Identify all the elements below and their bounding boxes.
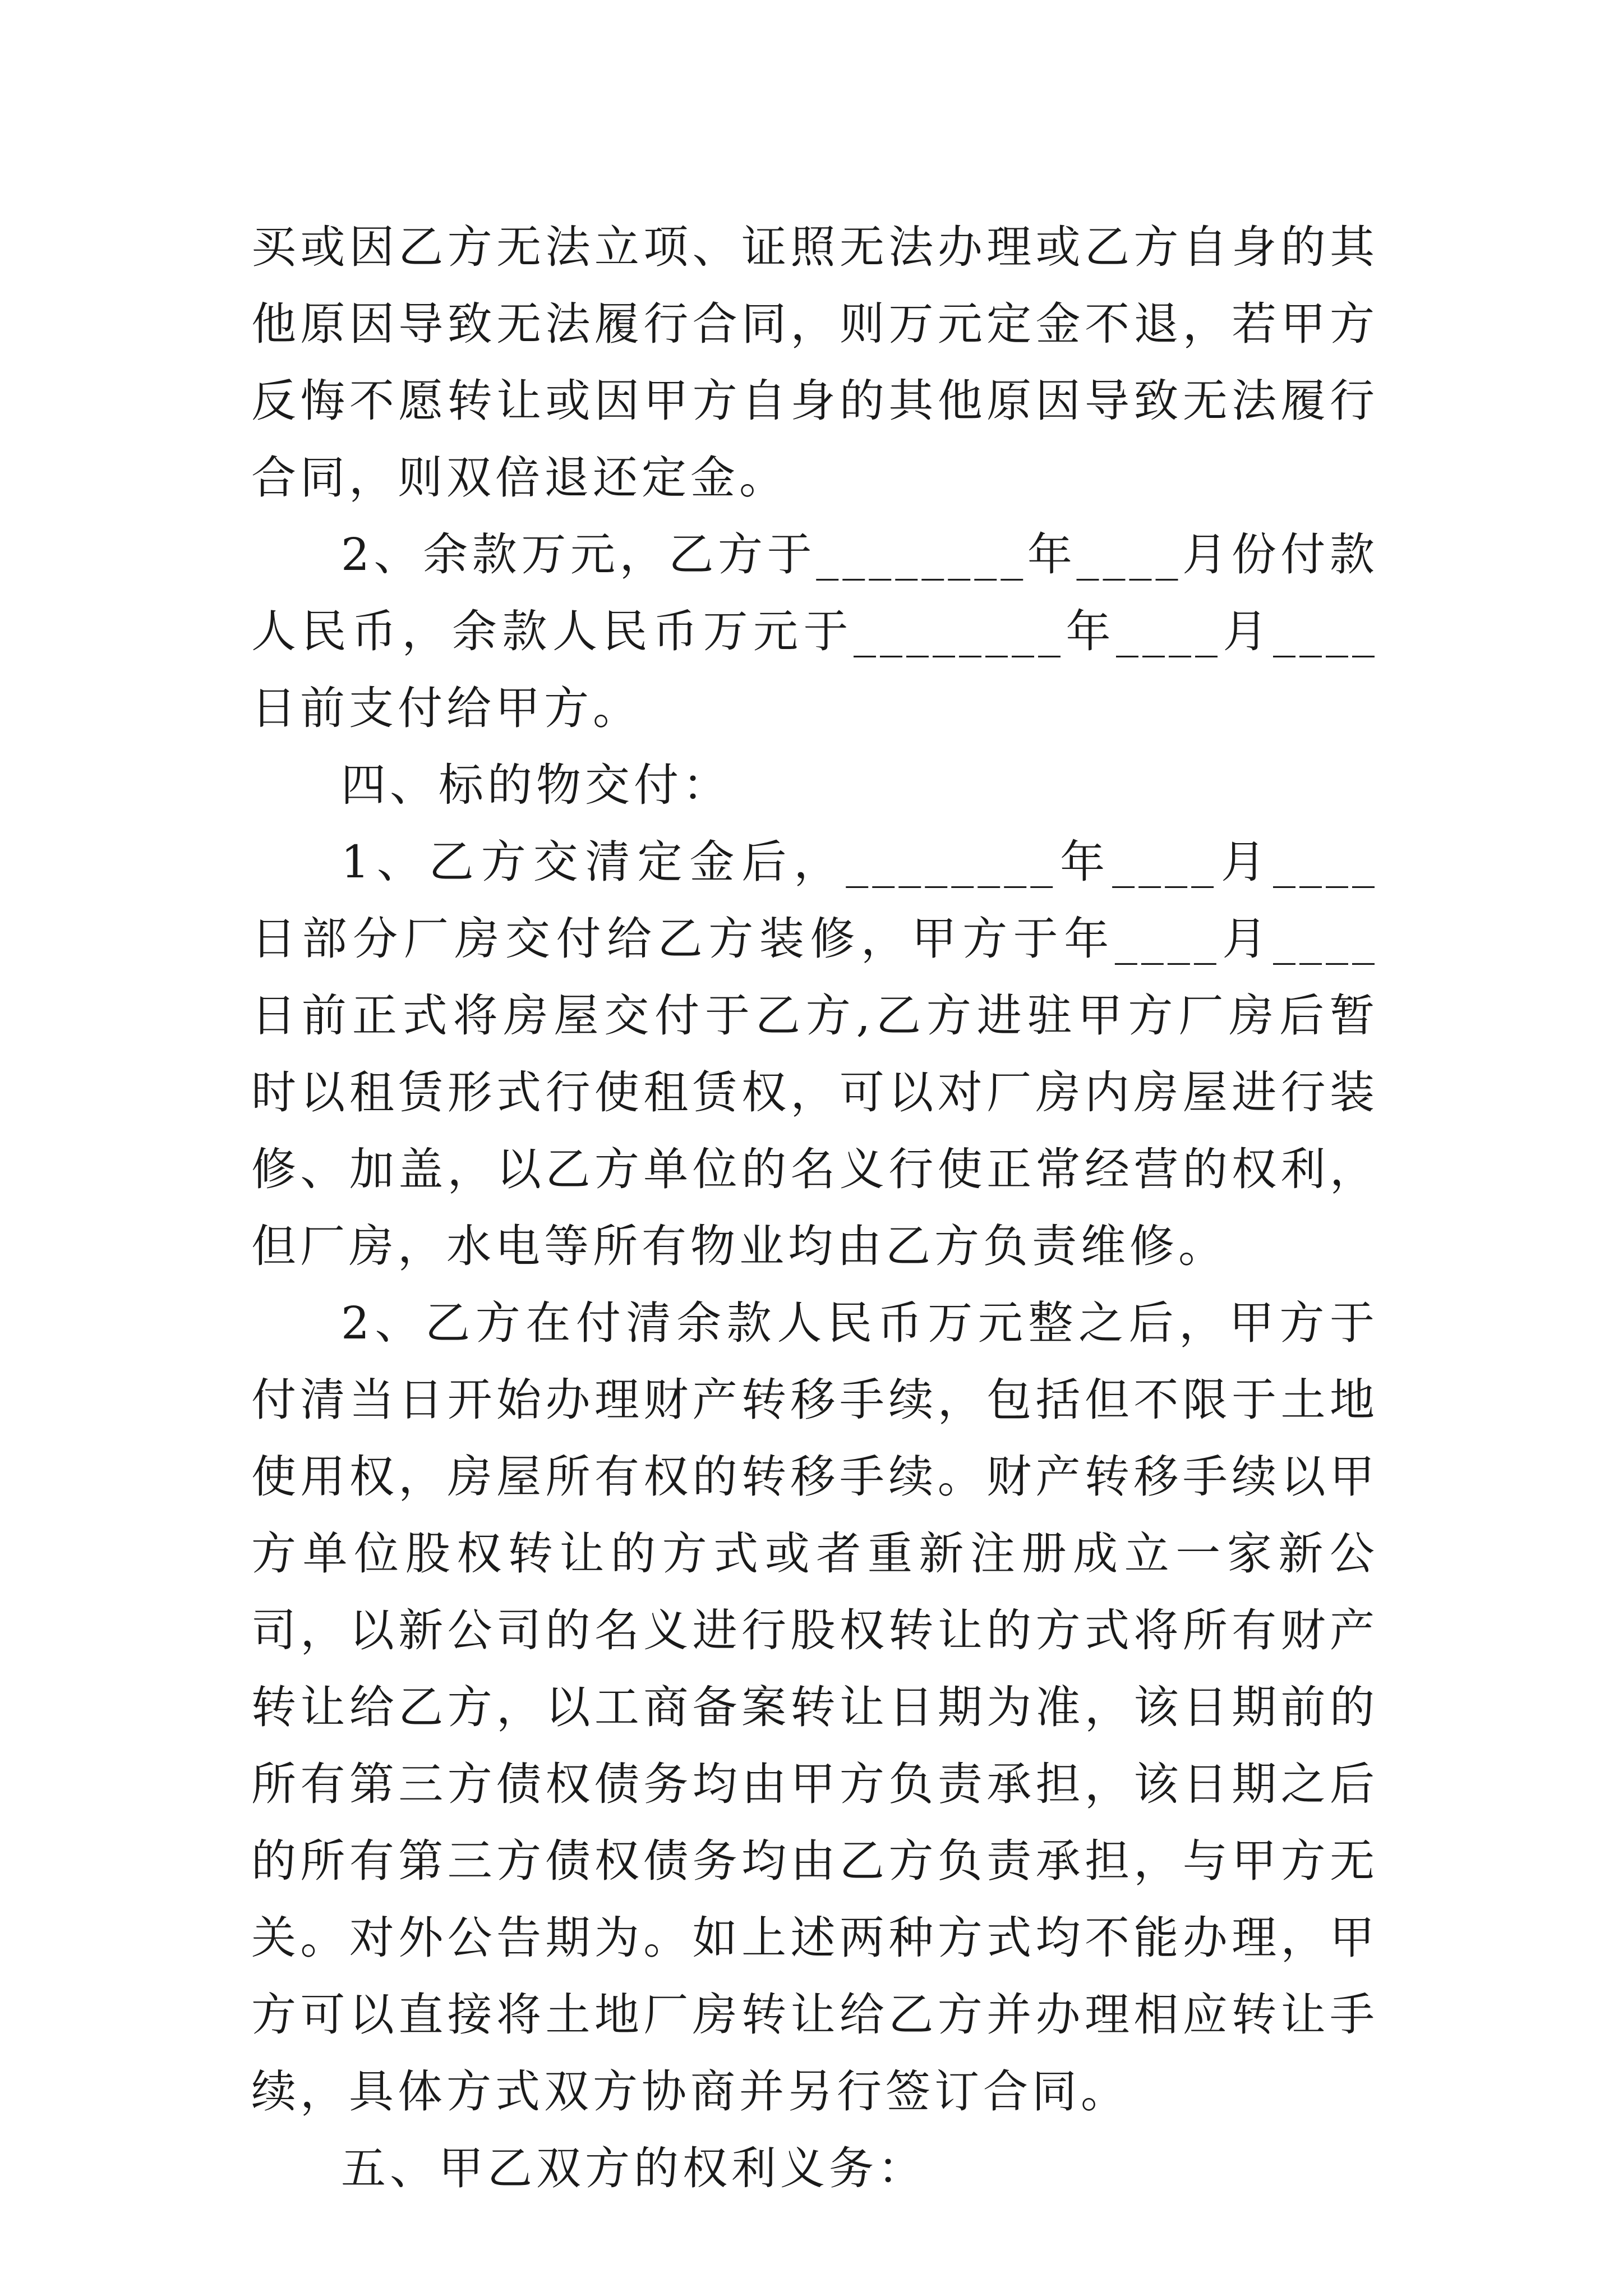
document-body: [251, 209, 1378, 2207]
paragraph-continuation: 买或因乙方无法立项、证照无法办理或乙方自身的其他原因导致无法履行合同，则万元定金不退，若甲方反悔不愿转让或因甲方自身的其他原因导致无法履行合同，则双倍退还定金。: [251, 221, 1378, 504]
section-heading-delivery: 四、标的物交付：: [341, 759, 731, 811]
paragraph-delivery-2: 2、乙方在付清余款人民币万元整之后，甲方于付清当日开始办理财产转移手续，包括但不限于土地使用权，房屋所有权的转移手续。财产转移手续以甲方单位股权转让的方式或者重新注册成立一家新公司，以新公司的名义进行股权转让的方式将所有财产转让给乙方，以工商备案转让日期为准，该日期前的所有第三方债权债务均由甲方负责承担，该日期之后的所有第三方债权债务均由乙方负责承担，与甲方无关。对外公告期为。如上述两种方式均不能办理，甲方可以直接将土地厂房转让给乙方并办理相应转让手续，具体方式双方协商并另行签订合同。: [251, 1297, 1378, 2118]
paragraph-balance-payment: 2、余款万元，乙方于________年____月份付款人民币，余款人民币万元于________年____月____日前支付给甲方。: [251, 528, 1378, 734]
section-heading-rights-obligations: 五、甲乙双方的权利义务：: [341, 2142, 926, 2194]
paragraph-delivery-1: 1、乙方交清定金后，________年____月____日部分厂房交付给乙方装修，甲方于年____月____日前正式将房屋交付于乙方,乙方进驻甲方厂房后暂时以租赁形式行使租赁权，可以对厂房内房屋进行装修、加盖，以乙方单位的名义行使正常经营的权利，但厂房，水电等所有物业均由乙方负责维修。: [251, 836, 1378, 1272]
